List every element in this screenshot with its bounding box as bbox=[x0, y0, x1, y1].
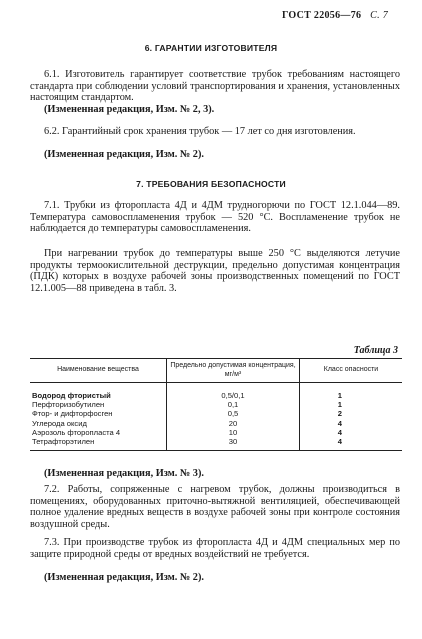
table-row bbox=[30, 437, 402, 451]
gost-number: ГОСТ 22056—76 bbox=[282, 10, 362, 21]
hazard-cell: 2 bbox=[300, 409, 403, 418]
substance-cell: Аэрозоль фторопласта 4 bbox=[32, 427, 121, 437]
para-6-2: 6.2. Гарантийный срок хранения трубок — 17 лет со дня изготовления. bbox=[44, 126, 356, 137]
substance-cell: Водород фтористый bbox=[32, 391, 111, 400]
mpc-cell: 30 bbox=[167, 437, 300, 451]
substance-cell: Тетрафторэтилен bbox=[30, 437, 167, 451]
para-7-3-note: (Измененная редакция, Изм. № 2). bbox=[44, 572, 204, 583]
hazard-cell: 4 bbox=[300, 428, 403, 437]
mpc-cell: 0,5 bbox=[167, 409, 300, 418]
mpc-cell: 0,5/0,1 bbox=[167, 383, 300, 401]
para-7-1-cont: При нагревании трубок до температуры выше 250 °С выделяются летучие продукты термоокислительной деструкции, предельно допустимая концентрация (ПДК) которых в воздухе рабочей зоны производственных помещений по ГОСТ 12.1.005—88 приведена в табл. 3. bbox=[30, 248, 400, 294]
para-7-2: 7.2. Работы, сопряженные с нагревом трубок, должны производиться в помещениях, оборудованных приточно-вытяжной вентиляцией, обеспечивающей полное удаление вредных веществ в воздухе рабочей зоны при контроле состояния воздушной среды. bbox=[30, 484, 400, 530]
hazard-cell: 1 bbox=[300, 383, 403, 401]
para-6-1-note: (Измененная редакция, Изм. № 2, 3). bbox=[44, 104, 215, 115]
hazard-cell: 4 bbox=[300, 437, 403, 451]
table-row bbox=[30, 428, 402, 437]
substance-cell: Углерода оксид bbox=[32, 418, 87, 428]
substance-cell: Фтор- и дифторфосген bbox=[32, 409, 113, 419]
table-row bbox=[30, 409, 402, 418]
table-caption: Таблица 3 bbox=[353, 345, 398, 356]
page-header bbox=[282, 10, 388, 21]
page-number: С. 7 bbox=[370, 10, 388, 21]
hazard-cell: 4 bbox=[300, 419, 403, 428]
table-row bbox=[30, 400, 402, 409]
para-7-1-note: (Измененная редакция, Изм. № 3). bbox=[44, 468, 204, 479]
mpc-cell: 10 bbox=[167, 428, 300, 437]
para-7-1: 7.1. Трубки из фторопласта 4Д и 4ДМ трудногорючи по ГОСТ 12.1.044—89. Температура самовоспламенения трубок — 520 °С. Воспламенение трубок не наблюдается до температуры самовоспламенения. bbox=[30, 200, 400, 235]
table-3 bbox=[30, 358, 402, 451]
col-header-substance: Наименование вещества bbox=[30, 359, 167, 383]
para-6-1: 6.1. Изготовитель гарантирует соответствие трубок требованиям настоящего стандарта при соблюдении условий транспортирования и хранения, установленных настоящим стандартом. bbox=[30, 69, 400, 104]
hazard-cell: 1 bbox=[300, 400, 403, 409]
table-row bbox=[30, 419, 402, 428]
mpc-cell: 0,1 bbox=[167, 400, 300, 409]
mpc-cell: 20 bbox=[167, 419, 300, 428]
para-6-2-note: (Измененная редакция, Изм. № 2). bbox=[44, 149, 204, 160]
section-6-title: 6. ГАРАНТИИ ИЗГОТОВИТЕЛЯ bbox=[144, 43, 278, 53]
para-7-3: 7.3. При производстве трубок из фторопласта 4Д и 4ДМ специальных мер по защите природной среды от вредных воздействий не требуется. bbox=[30, 537, 400, 560]
col-header-mpc: Предельно допустимая концентрация, мг/м³ bbox=[167, 359, 300, 383]
col-header-hazard: Класс опасности bbox=[300, 359, 403, 383]
table-row bbox=[30, 383, 402, 401]
section-7-title: 7. ТРЕБОВАНИЯ БЕЗОПАСНОСТИ bbox=[136, 179, 286, 189]
substance-cell: Перфторизобутилен bbox=[32, 400, 105, 410]
